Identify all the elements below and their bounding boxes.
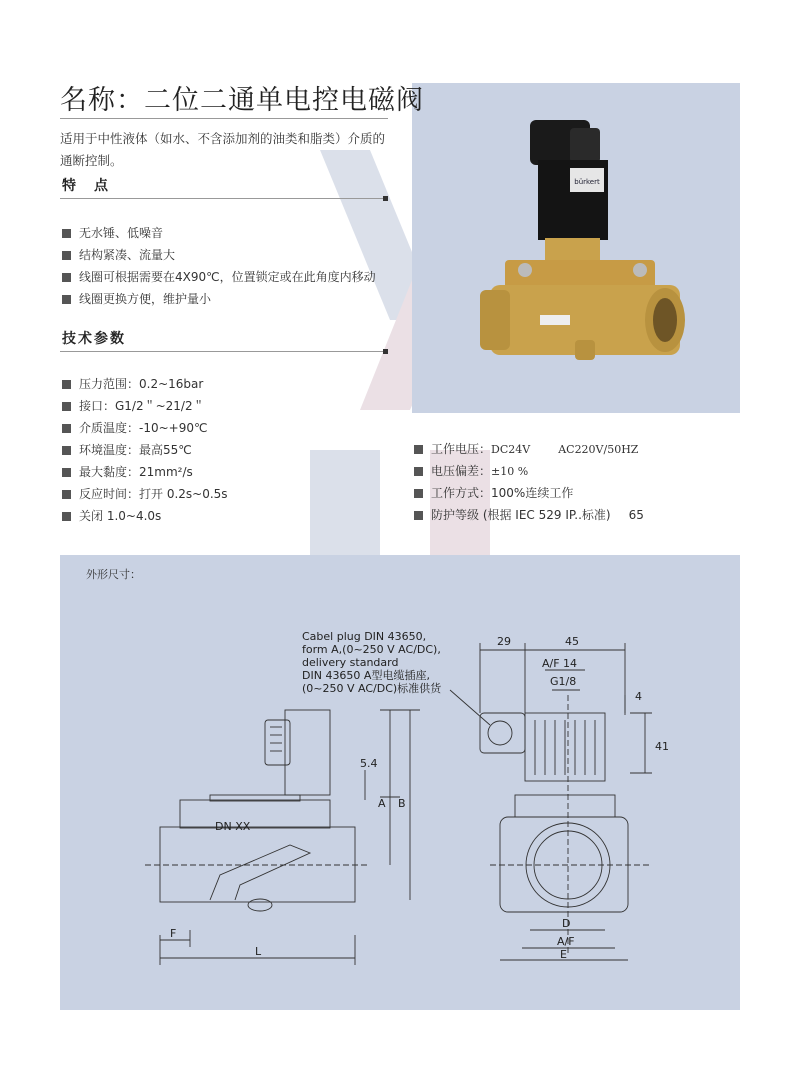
bullet-icon [62, 380, 71, 389]
list-item: 环境温度：最高55℃ [62, 441, 192, 458]
note-line-5: (0~250 V AC/DC)标准供货 [302, 682, 442, 695]
note-line-3: delivery standard [302, 656, 399, 669]
dim-D: D [562, 917, 571, 930]
dim-45: 45 [565, 635, 579, 648]
features-divider-dot [383, 196, 388, 201]
solenoid-valve-photo [470, 110, 700, 390]
bullet-icon [414, 489, 423, 498]
dim-E: E [560, 948, 567, 961]
list-item: 最大黏度：21mm²/s [62, 463, 193, 480]
tech-divider [60, 351, 388, 352]
bullet-icon [62, 424, 71, 433]
dim-af14: A/F 14 [542, 657, 578, 670]
features-divider [60, 198, 388, 199]
dim-g18: G1/8 [550, 675, 577, 688]
title-divider [60, 118, 388, 119]
bullet-icon [414, 445, 423, 454]
list-item: 工作方式：100%连续工作 [414, 484, 573, 501]
list-item: 接口：G1/2＂~21/2＂ [62, 397, 205, 414]
dim-29: 29 [497, 635, 511, 648]
bullet-icon [62, 446, 71, 455]
list-item: 工作电压：DC24V AC220V/50HZ [414, 440, 638, 457]
bullet-icon [62, 468, 71, 477]
list-item: 结构紧凑、流量大 [62, 246, 175, 263]
dim-5-4: 5.4 [360, 757, 378, 770]
description: 适用于中性液体（如水、不含添加剂的油类和脂类）介质的通断控制。 [60, 131, 386, 168]
dim-4: 4 [635, 690, 642, 703]
list-item: 电压偏差：±10 % [414, 462, 528, 479]
page-title: 名称：二位二通单电控电磁阀 [60, 85, 424, 116]
brand-label: bürkert [574, 178, 600, 186]
bullet-icon [414, 467, 423, 476]
list-item: 无水锤、低噪音 [62, 224, 163, 241]
side-coil [285, 710, 330, 795]
dim-A: A [378, 797, 386, 810]
drawing-label: 外形尺寸： [86, 568, 141, 581]
bullet-icon [62, 273, 71, 282]
list-item: 线圈更换方便，维护量小 [62, 290, 211, 307]
note-line-2: form A,(0~250 V AC/DC), [302, 643, 441, 656]
note-line-1: Cabel plug DIN 43650, [302, 630, 427, 643]
bullet-icon [414, 511, 423, 520]
side-flange [180, 800, 330, 828]
tech-divider-dot [383, 349, 388, 354]
list-item: 关闭 1.0~4.0s [62, 507, 161, 524]
dimension-drawing [60, 555, 740, 1010]
list-item: 线圈可根据需要在4X90℃，位置锁定或在此角度内移动 [62, 268, 376, 285]
list-item: 反应时间：打开 0.2s~0.5s [62, 485, 228, 502]
note-line-4: DIN 43650 A型电缆插座, [302, 669, 430, 682]
dim-L: L [255, 945, 262, 958]
bullet-icon [62, 402, 71, 411]
dim-41: 41 [655, 740, 669, 753]
side-body-outline [160, 827, 355, 902]
list-item: 介质温度：-10~+90℃ [62, 419, 207, 436]
list-item: 压力范围：0.2~16bar [62, 375, 203, 392]
dim-AF: A/F [557, 935, 575, 948]
list-item: 防护等级 (根据 IEC 529 IP..标准) 65 [414, 506, 644, 523]
bullet-icon [62, 251, 71, 260]
bullet-icon [62, 490, 71, 499]
bullet-icon [62, 512, 71, 521]
features-heading: 特 点 [62, 178, 110, 194]
bullet-icon [62, 295, 71, 304]
flow-label: DN XX [215, 820, 251, 833]
tech-heading: 技术参数 [62, 331, 126, 347]
dim-B: B [398, 797, 406, 810]
bullet-icon [62, 229, 71, 238]
dim-F: F [170, 927, 177, 940]
